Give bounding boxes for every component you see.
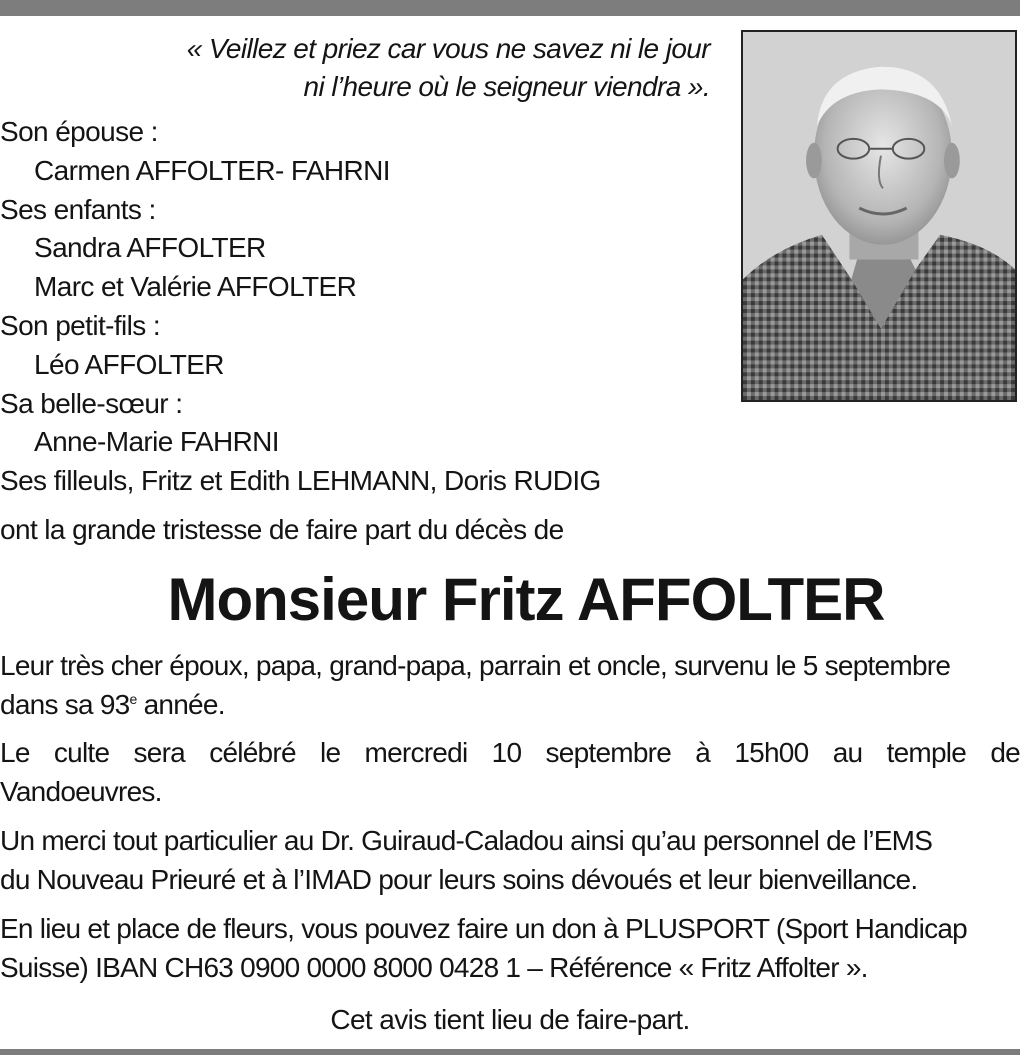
sister-in-law-name: Anne-Marie FAHRNI (34, 426, 279, 458)
service-word: temple (886, 737, 967, 768)
donation-line-1: En lieu et place de fleurs, vous pouvez faire un don à PLUSPORT (Sport Handicap (0, 913, 967, 944)
service-word: à (695, 737, 711, 768)
paragraph-service (0, 734, 1020, 812)
deceased-name-heading: Monsieur Fritz AFFOLTER (167, 566, 885, 633)
service-word: au (832, 737, 863, 768)
thanks-line-1: Un merci tout particulier au Dr. Guiraud-Caladou ainsi qu’au personnel de l’EMS (0, 825, 933, 856)
service-word: le (320, 737, 341, 768)
paragraph-tribute (0, 647, 1020, 725)
service-word: culte (53, 737, 110, 768)
tribute-year-text: année. (136, 688, 225, 720)
child-name: Marc et Valérie AFFOLTER (34, 271, 357, 303)
closing-note: Cet avis tient lieu de faire-part. (330, 1004, 690, 1035)
service-word: 15h00 (734, 737, 809, 768)
service-word: de (990, 737, 1020, 768)
service-word: sera (133, 737, 185, 768)
service-word: Le (0, 737, 30, 768)
service-word: mercredi (364, 737, 468, 768)
announcement-line: ont la grande tristesse de faire part du décès de (0, 514, 564, 545)
donation-line-2: Suisse) IBAN CH63 0900 0000 8000 0428 1 – Référence « Fritz Affolter ». (0, 951, 868, 983)
family-list (0, 113, 720, 501)
service-word: célébré (209, 737, 296, 768)
service-word: 10 (491, 737, 522, 768)
top-rule (0, 0, 1020, 16)
children-label: Ses enfants : (0, 193, 156, 225)
tribute-age-text: dans sa 93 (0, 688, 130, 720)
epigraph-quote (70, 30, 710, 106)
sister-in-law-label: Sa belle-sœur : (0, 387, 183, 419)
godchildren-line: Ses filleuls, Fritz et Edith LEHMANN, Doris RUDIG (0, 465, 601, 497)
tribute-line-1: Leur très cher époux, papa, grand-papa, parrain et oncle, survenu le 5 septembre (0, 650, 951, 681)
service-line-2: Vandoeuvres. (0, 775, 162, 807)
ordinal-superscript: e (129, 690, 137, 707)
service-line-1 (0, 734, 1020, 773)
child-name: Sandra AFFOLTER (34, 232, 266, 264)
portrait-illustration (743, 32, 1015, 400)
grandson-label: Son petit-fils : (0, 309, 161, 341)
quote-line-1: « Veillez et priez car vous ne savez ni le jour (186, 33, 710, 64)
tribute-line-2 (0, 686, 1020, 725)
spouse-name: Carmen AFFOLTER- FAHRNI (34, 154, 390, 186)
service-word: septembre (545, 737, 672, 768)
quote-line-2: ni l’heure où le seigneur viendra ». (303, 71, 710, 102)
bottom-rule (0, 1049, 1020, 1055)
thanks-line-2: du Nouveau Prieuré et à l’IMAD pour leurs soins dévoués et leur bienveillance. (0, 863, 918, 895)
paragraph-donation (0, 910, 1020, 988)
spouse-label: Son épouse : (0, 116, 158, 147)
grandson-name: Léo AFFOLTER (34, 348, 224, 380)
paragraph-thanks (0, 822, 1020, 900)
portrait-photo (741, 30, 1017, 402)
